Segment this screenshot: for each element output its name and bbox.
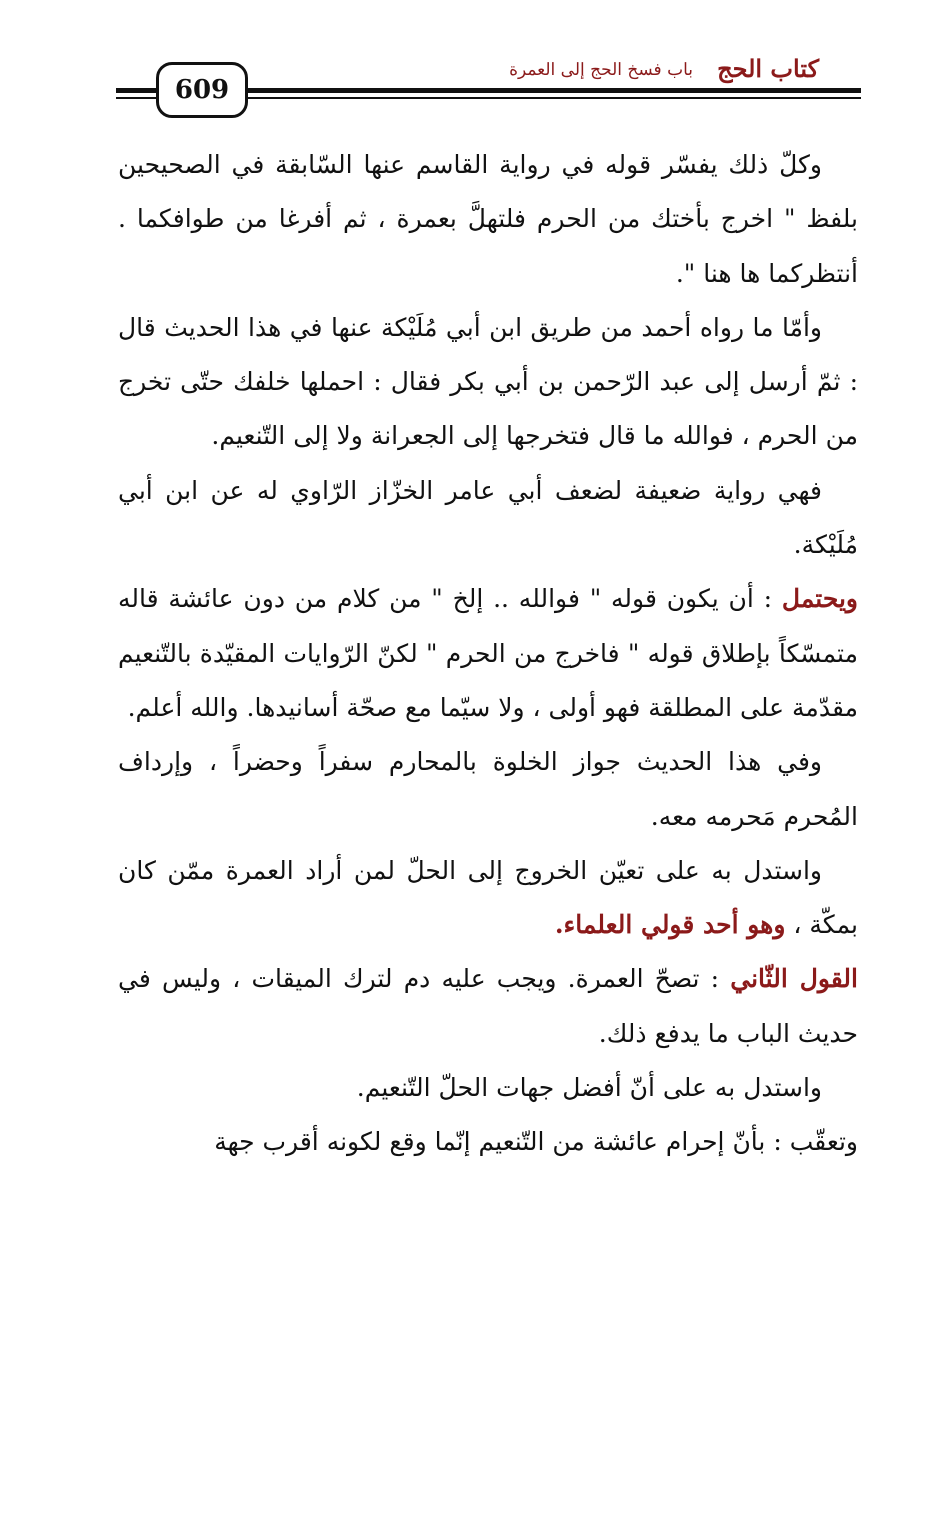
paragraph-2: وأمّا ما رواه أحمد من طريق ابن أبي مُلَيْكة عنها في هذا الحديث قال : ثمّ أرسل إلى عبد الرّحمن بن أبي بكر فقال : احملها خلفك حتّى تخرج من الحرم ، فوالله ما قال فتخرجها إلى الجعرانة ولا إلى التّنعيم.: [118, 312, 858, 451]
paragraph-7: القول الثّاني : تصحّ العمرة. ويجب عليه دم لترك الميقات ، وليس في حديث الباب ما يدفع ذلك.: [118, 964, 858, 1048]
term-qawl-thani: القول الثّاني: [730, 964, 858, 994]
paragraph-6: واستدل به على تعيّن الخروج إلى الحلّ لمن أراد العمرة ممّن كان بمكّة ، وهو أحد قولي العلماء.: [118, 855, 858, 940]
body-text: [118, 138, 858, 1170]
paragraph-9: وتعقّب : بأنّ إحرام عائشة من التّنعيم إنّما وقع لكونه أقرب جهة: [214, 1127, 858, 1157]
chapter-title: باب فسخ الحج إلى العمرة: [509, 60, 693, 80]
term-yahtamil: ويحتمل: [781, 584, 858, 614]
paragraph-3: فهي رواية ضعيفة لضعف أبي عامر الخزّاز الرّاوي له عن ابن أبي مُلَيْكة.: [118, 475, 858, 560]
paragraph-1: وكلّ ذلك يفسّر قوله في رواية القاسم عنها السّابقة في الصحيحين بلفظ " اخرج بأختك من الحرم فلتهلَّ بعمرة ، ثم أفرغا من طوافكما . أنتظركما ها هنا ".: [118, 150, 858, 288]
highlight-qawl: وهو أحد قولي العلماء.: [554, 910, 786, 940]
page-header: [116, 52, 861, 122]
page-number: 609: [156, 62, 248, 118]
paragraph-8: واستدل به على أنّ أفضل جهات الحلّ التّنعيم.: [356, 1073, 822, 1103]
paragraph-5: وفي هذا الحديث جواز الخلوة بالمحارم سفراً وحضراً ، وإرداف المُحرم مَحرمه معه.: [118, 747, 858, 831]
paragraph-4: ويحتمل : أن يكون قوله " فوالله .. إلخ " من كلام من دون عائشة قاله متمسّكاً بإطلاق قوله " فاخرج من الحرم " لكنّ الرّوايات المقيّدة بالتّنعيم مقدّمة على المطلقة فهو أولى ، ولا سيّما مع صحّة أسانيدها. والله أعلم.: [118, 584, 858, 722]
book-title: كتاب الحج: [717, 54, 819, 83]
